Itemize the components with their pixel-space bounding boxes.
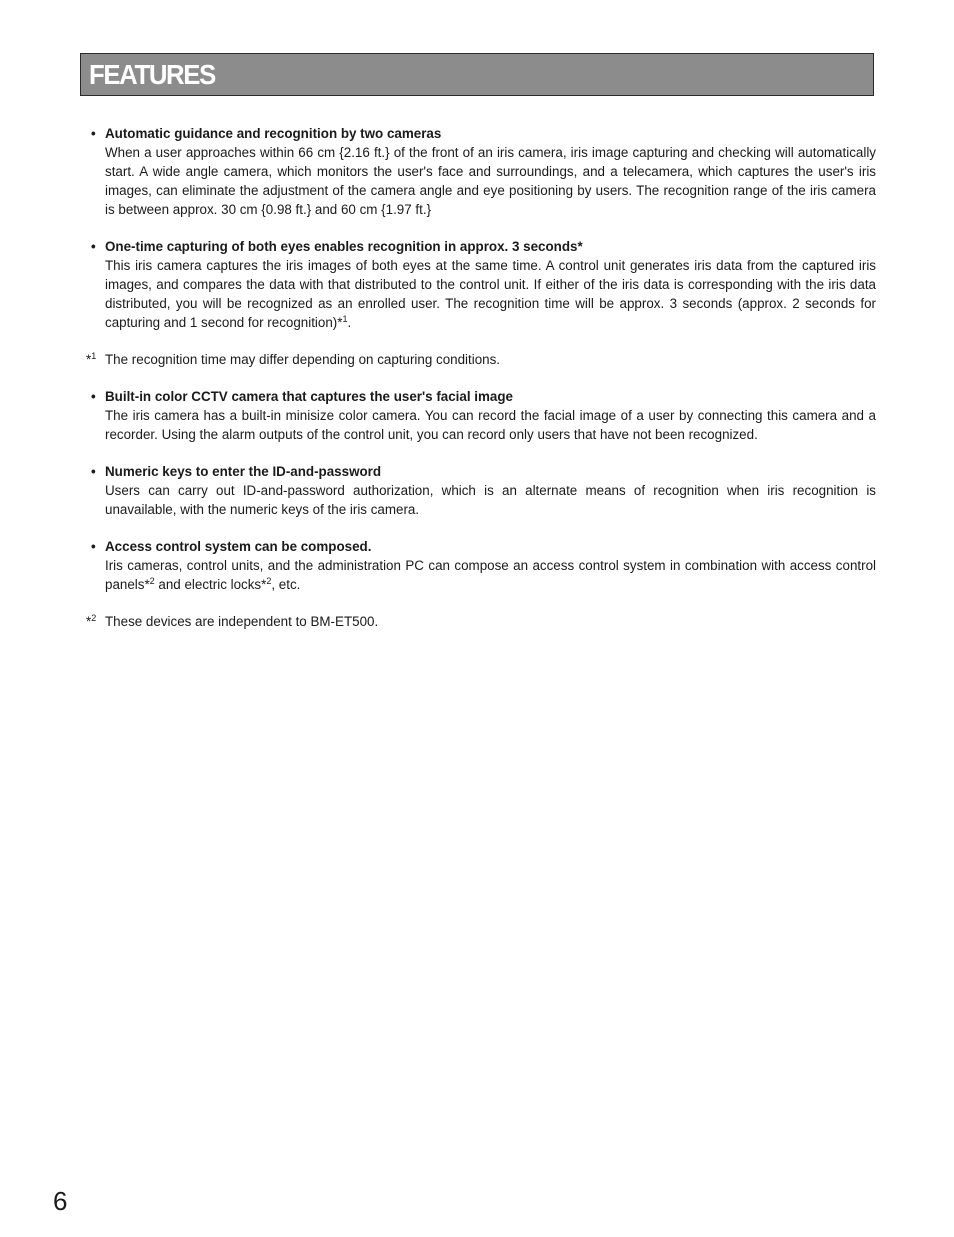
feature-item [86,537,876,594]
feature-title: One-time capturing of both eyes enables recognition in approx. 3 seconds* [105,239,583,254]
footnote [86,612,876,631]
feature-title: Numeric keys to enter the ID-and-password [105,464,382,479]
bullet-icon: • [91,539,96,554]
feature-item [86,462,876,519]
footnote-ref: 2 [266,576,272,586]
feature-body-tail: . [347,315,352,330]
feature-body: When a user approaches within 66 cm {2.16 ft.} of the front of an iris camera, iris image capturing and checking will automatically start. A wide angle camera, which monitors the user's face and surroundings, and a telecamera, which captures the user's iris images, can eliminate the adjustment of the camera angle and eye positioning by users. The recognition range of the iris camera is between approx. 30 cm {0.98 ft.} and 60 cm {1.97 ft.} [105,145,876,217]
feature-title: Built-in color CCTV camera that captures the user's facial image [105,389,513,404]
footnote-text: These devices are independent to BM-ET500. [105,614,379,629]
feature-body: The iris camera has a built-in minisize color camera. You can record the facial image of a user by connecting this camera and a recorder. Using the alarm outputs of the control unit, you can record only users that have not been recognized. [105,408,876,442]
section-title: FEATURES [89,59,215,90]
feature-body-text: , etc. [271,577,301,592]
feature-body [105,256,876,332]
footnote [86,350,876,369]
footnote-ref: 2 [149,576,155,586]
bullet-icon: • [91,389,96,404]
feature-body-text: This iris camera captures the iris images of both eyes at the same time. A control unit generates iris data from the captured iris images, and compares the data with that distributed to the control unit. If either of the iris data is corresponding with the iris data distributed, you will be recognized as an enrolled user. The recognition time will be approx. 3 seconds (approx. 2 seconds for capturing and 1 second for recognition)* [105,258,876,330]
footnote-ref: 1 [342,314,348,324]
features-content [86,124,876,649]
feature-item [86,124,876,219]
feature-item [86,387,876,444]
feature-body [105,556,876,594]
feature-title: Access control system can be composed. [105,539,372,554]
bullet-icon: • [91,239,96,254]
footnote-mark: *$^2$ [86,613,97,629]
bullet-icon: • [91,126,96,141]
feature-title: Automatic guidance and recognition by two cameras [105,126,442,141]
page-number: 6 [53,1186,68,1216]
section-header-bar [80,53,874,96]
feature-body-text: and electric locks* [154,577,267,592]
feature-item [86,237,876,332]
footnote-text: The recognition time may differ depending on capturing conditions. [105,352,501,367]
footnote-mark: *$^1$ [86,351,97,367]
feature-body: Users can carry out ID-and-password authorization, which is an alternate means of recognition when iris recognition is unavailable, with the numeric keys of the iris camera. [105,483,876,517]
bullet-icon: • [91,464,96,479]
feature-body-text: Iris cameras, control units, and the administration PC can compose an access control system in combination with access control panels* [105,558,876,592]
